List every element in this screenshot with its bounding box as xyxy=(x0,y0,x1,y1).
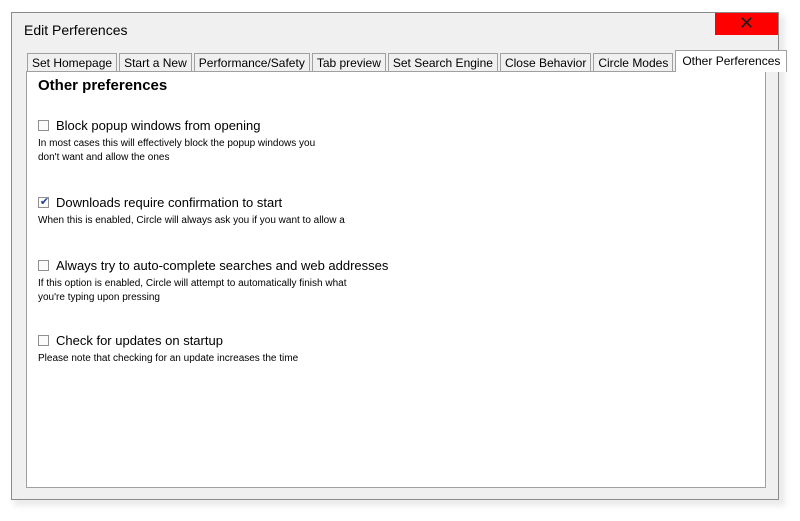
auto-complete-description xyxy=(38,277,398,305)
tab-panel-other-preferences xyxy=(26,71,766,488)
description-line: In most cases this will effectively block the popup windows you xyxy=(38,138,316,149)
checkmark-icon: ✔ xyxy=(39,194,50,208)
option-row xyxy=(38,256,398,274)
preferences-dialog xyxy=(11,12,779,500)
tab-close-behavior[interactable]: Close Behavior xyxy=(500,53,591,71)
downloads-confirmation-label[interactable]: Downloads require confirmation to start xyxy=(56,194,283,210)
downloads-confirmation-checkbox[interactable] xyxy=(38,194,50,208)
tab-circle-modes[interactable]: Circle Modes xyxy=(593,53,673,71)
check-updates-label[interactable]: Check for updates on startup xyxy=(56,332,223,348)
option-downloads-confirmation xyxy=(38,193,398,228)
tab-tab-preview[interactable]: Tab preview xyxy=(312,53,386,71)
option-row xyxy=(38,116,368,134)
option-block-popups xyxy=(38,116,368,165)
description-line: don't want and allow the ones xyxy=(38,152,170,163)
tab-set-homepage[interactable]: Set Homepage xyxy=(27,53,117,71)
description-line: If this option is enabled, Circle will attempt to automatically finish what xyxy=(38,278,347,289)
block-popups-label[interactable]: Block popup windows from opening xyxy=(56,117,261,133)
block-popups-description xyxy=(38,137,368,165)
option-row xyxy=(38,193,398,211)
option-auto-complete xyxy=(38,256,398,305)
downloads-confirmation-description xyxy=(38,214,398,228)
option-check-updates xyxy=(38,331,398,366)
close-icon: ✕ xyxy=(738,13,755,34)
description-line: you're typing upon pressing xyxy=(38,292,160,303)
section-heading: Other preferences xyxy=(38,77,168,94)
option-row xyxy=(38,331,398,349)
tab-other-perferences[interactable]: Other Perferences xyxy=(675,50,787,72)
check-updates-checkbox[interactable] xyxy=(38,335,49,346)
description-line: When this is enabled, Circle will always ask you if you want to allow a xyxy=(38,215,345,226)
check-updates-description xyxy=(38,352,398,366)
tab-performance-safety[interactable]: Performance/Safety xyxy=(194,53,310,71)
close-button[interactable] xyxy=(715,13,778,35)
tab-start-a-new[interactable]: Start a New xyxy=(119,53,192,71)
auto-complete-label[interactable]: Always try to auto-complete searches and web addresses xyxy=(56,257,389,273)
auto-complete-checkbox[interactable] xyxy=(38,260,49,271)
window-title: Edit Perferences xyxy=(24,22,128,38)
block-popups-checkbox[interactable] xyxy=(38,120,49,131)
tab-set-search-engine[interactable]: Set Search Engine xyxy=(388,53,498,71)
tab-strip xyxy=(27,51,789,71)
description-line: Please note that checking for an update increases the time xyxy=(38,353,299,364)
